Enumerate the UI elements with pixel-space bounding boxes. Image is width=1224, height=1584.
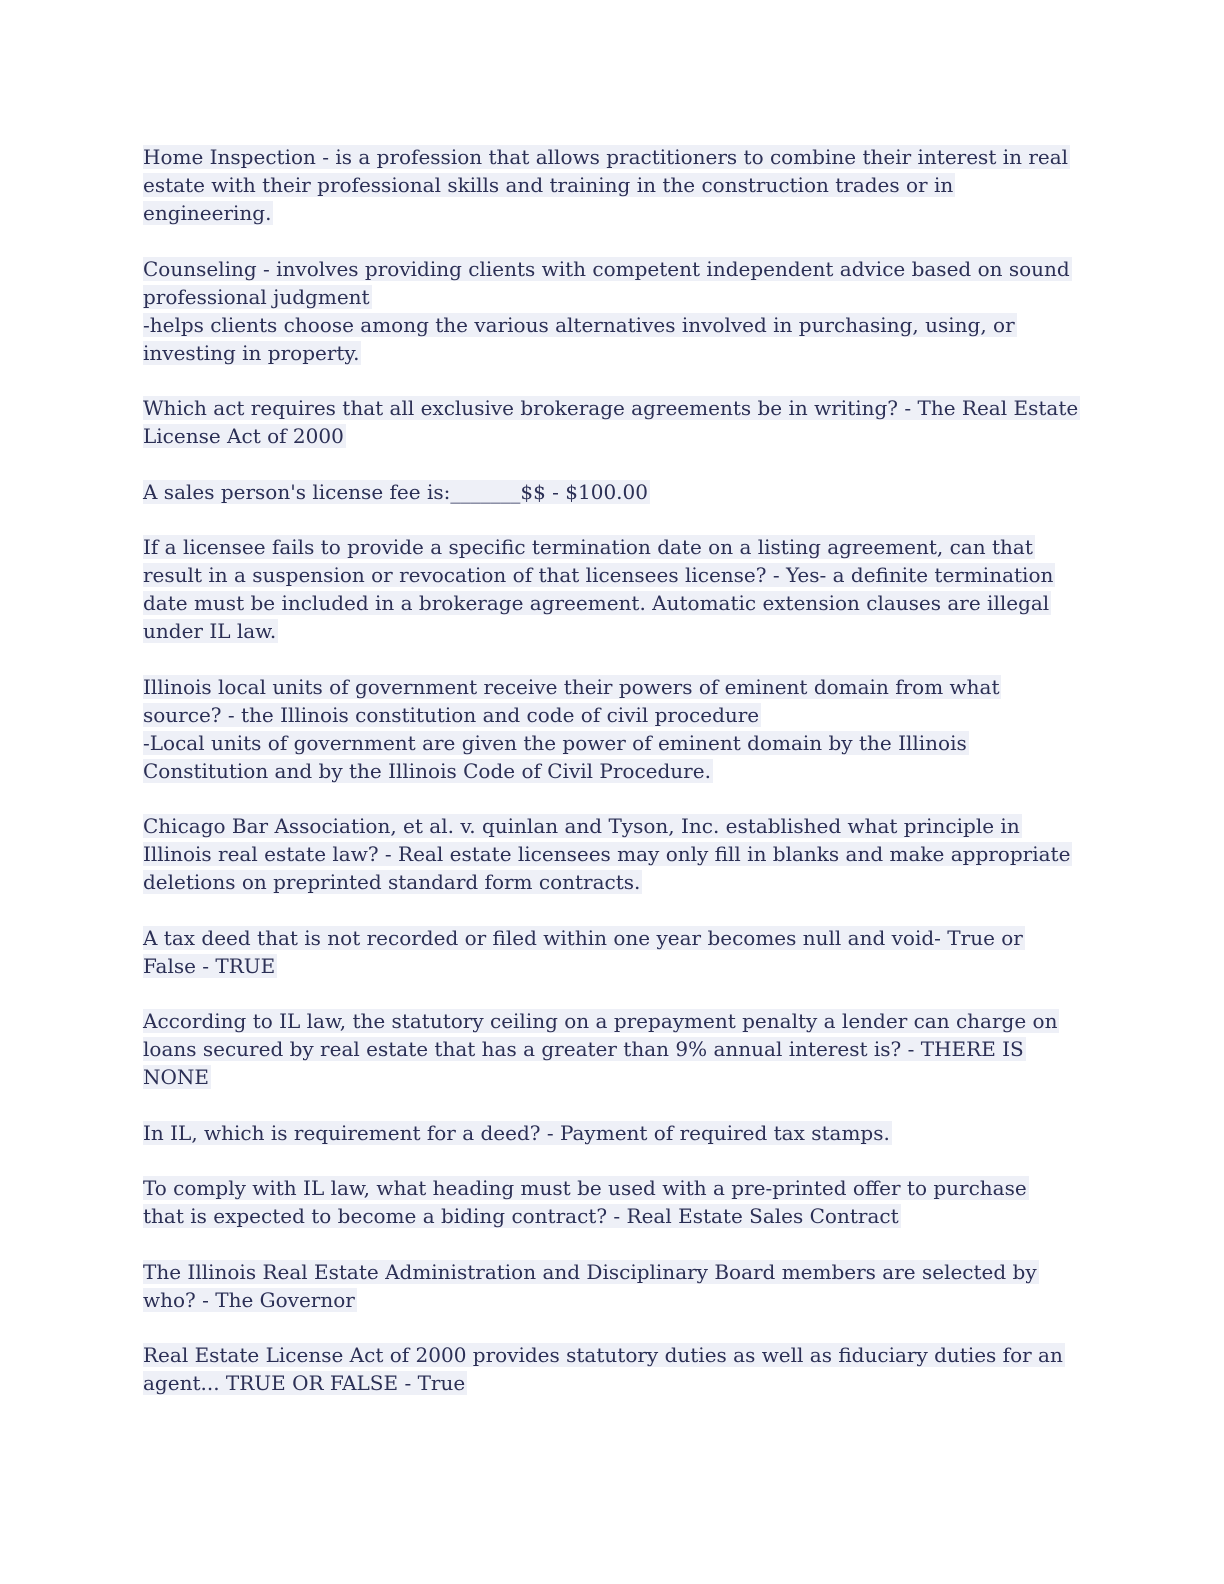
document-page [143,143,1083,1425]
qa-entry [143,533,1083,645]
qa-entry [143,394,1083,450]
text-line: Illinois local units of government receive their powers of eminent domain from what [143,674,1000,699]
qa-entry [143,1341,1083,1397]
text-line: False - TRUE [143,953,276,978]
text-line: loans secured by real estate that has a greater than 9% annual interest is? - THERE IS [143,1037,1024,1061]
qa-entry [143,1174,1083,1230]
qa-entry [143,924,1083,980]
text-line: Constitution and by the Illinois Code of Civil Procedure. [143,758,711,783]
text-line: Chicago Bar Association, et al. v. quinlan and Tyson, Inc. established what principle in [143,814,1020,838]
qa-entry [143,1007,1083,1091]
qa-entry [143,1119,1083,1147]
text-line: A sales person's license fee is:_______$$ - $100.00 [143,479,648,504]
text-line: -helps clients choose among the various alternatives involved in purchasing, using, or [143,312,1015,337]
text-line: Illinois real estate law? - Real estate licensees may only fill in blanks and make appropriate [143,842,1071,866]
text-line: A tax deed that is not recorded or filed within one year becomes null and void- True or [143,925,1023,950]
text-line: In IL, which is requirement for a deed? - Payment of required tax stamps. [143,1120,890,1145]
text-line: professional judgment [143,284,370,309]
qa-entry [143,478,1083,506]
text-line: source? - the Illinois constitution and code of civil procedure [143,702,760,727]
text-line: date must be included in a brokerage agreement. Automatic extension clauses are illegal [143,591,1050,615]
text-line: engineering. [143,201,272,225]
text-line: investing in property. [143,340,360,365]
text-line: The Illinois Real Estate Administration and Disciplinary Board members are selected by [143,1259,1037,1284]
qa-entry [143,673,1083,785]
text-line: who? - The Governor [143,1287,355,1312]
text-line: License Act of 2000 [143,424,344,448]
qa-entry [143,255,1083,367]
qa-entry [143,143,1083,227]
text-line: NONE [143,1065,209,1089]
text-line: result in a suspension or revocation of that licensees license? - Yes- a definite termination [143,563,1054,587]
text-line: According to IL law, the statutory ceiling on a prepayment penalty a lender can charge on [143,1009,1058,1033]
text-line: deletions on preprinted standard form contracts. [143,870,641,894]
text-line: If a licensee fails to provide a specific termination date on a listing agreement, can that [143,535,1033,559]
text-line: estate with their professional skills and training in the construction trades or in [143,173,954,197]
text-line: Counseling - involves providing clients with competent independent advice based on sound [143,256,1070,281]
text-line: under IL law. [143,619,277,643]
qa-entry [143,1258,1083,1314]
text-line: Home Inspection - is a profession that allows practitioners to combine their interest in real [143,145,1069,169]
text-line: To comply with IL law, what heading must be used with a pre-printed offer to purchase [143,1176,1027,1200]
text-line: Which act requires that all exclusive brokerage agreements be in writing? - The Real Estate [143,396,1079,420]
text-line: agent... TRUE OR FALSE - True [143,1371,466,1395]
text-line: -Local units of government are given the power of eminent domain by the Illinois [143,730,967,755]
text-line: that is expected to become a biding contract? - Real Estate Sales Contract [143,1204,899,1228]
qa-entry [143,812,1083,896]
text-line: Real Estate License Act of 2000 provides statutory duties as well as fiduciary duties for an [143,1343,1063,1367]
